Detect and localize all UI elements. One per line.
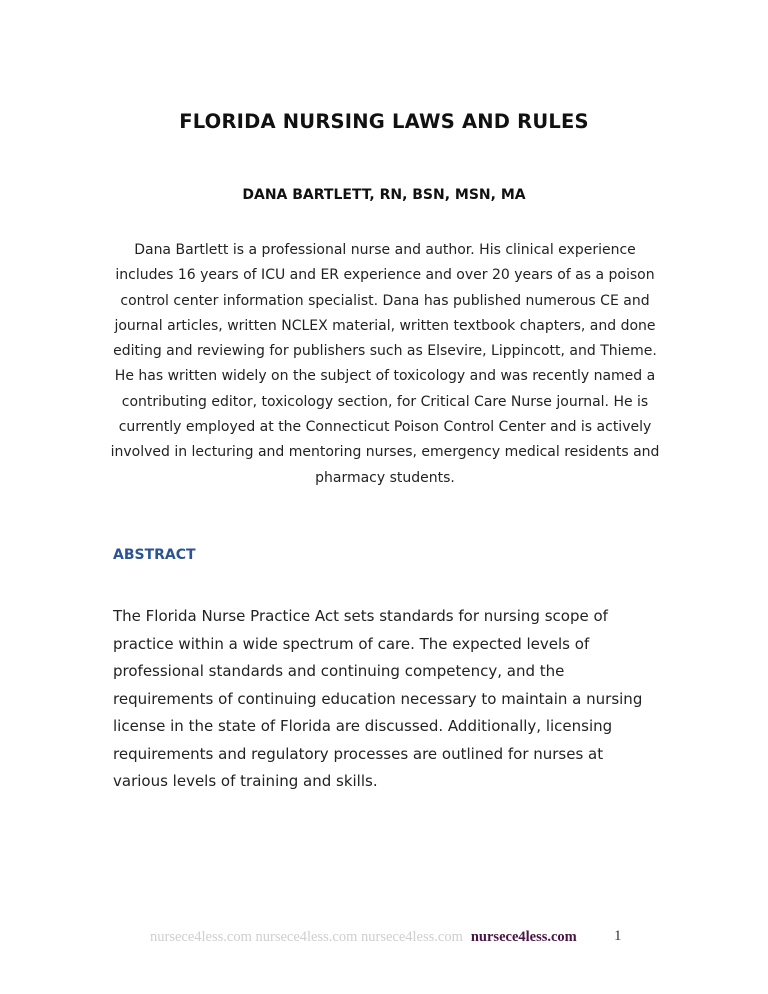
bio-line: editing and reviewing for publishers such as Elsevire, Lippincott, and Thieme.: [113, 343, 657, 360]
abstract-line: license in the state of Florida are discussed. Additionally, licensing: [113, 717, 613, 735]
author-byline: DANA BARTLETT, RN, BSN, MSN, MA: [242, 187, 526, 203]
bio-line: journal articles, written NCLEX material, written textbook chapters, and done: [114, 317, 656, 334]
abstract-line: practice within a wide spectrum of care. The expected levels of: [113, 634, 590, 653]
bio-line: pharmacy students.: [315, 469, 455, 486]
bio-line: includes 16 years of ICU and ER experience and over 20 years of as a poison: [115, 267, 655, 284]
bio-line: contributing editor, toxicology section, for Critical Care Nurse journal. He is: [121, 393, 649, 410]
author-bio: [104, 238, 666, 491]
abstract-heading: ABSTRACT: [113, 547, 196, 563]
bio-line: control center information specialist. Dana has published numerous CE and: [120, 292, 650, 309]
footer-brand: nursece4less.com: [470, 929, 577, 945]
bio-line: currently employed at the Connecticut Poison Control Center and is actively: [118, 419, 652, 436]
page-number: 1: [614, 928, 622, 944]
document-title: FLORIDA NURSING LAWS AND RULES: [179, 110, 589, 133]
bio-line: He has written widely on the subject of toxicology and was recently named a: [114, 368, 656, 385]
bio-line: Dana Bartlett is a professional nurse and author. His clinical experience: [134, 242, 636, 258]
abstract-line: various levels of training and skills.: [113, 772, 378, 790]
abstract-body: [113, 603, 673, 796]
page-footer: [150, 929, 577, 946]
footer-watermark: nursece4less.com nursece4less.com nursece4less.com: [150, 929, 463, 945]
abstract-line: requirements and regulatory processes are outlined for nurses at: [113, 744, 604, 763]
bio-line: involved in lecturing and mentoring nurses, emergency medical residents and: [110, 444, 660, 461]
abstract-line: requirements of continuing education necessary to maintain a nursing: [113, 689, 643, 708]
abstract-line: professional standards and continuing competency, and the: [113, 662, 565, 680]
abstract-line: The Florida Nurse Practice Act sets standards for nursing scope of: [113, 607, 608, 625]
